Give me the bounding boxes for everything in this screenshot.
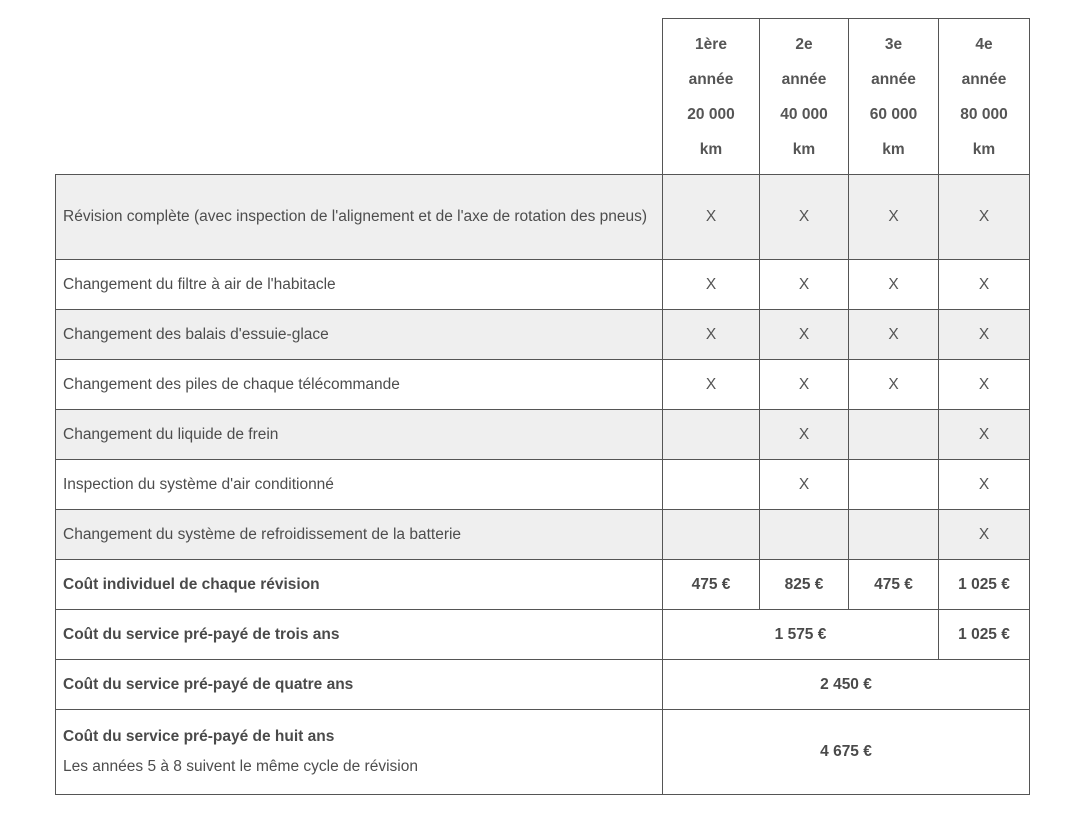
cost-value-years-1-3: 1 575 €	[663, 610, 939, 660]
cost-label: Coût du service pré-payé de trois ans	[56, 610, 663, 660]
cost-value-year-3: 475 €	[849, 560, 939, 610]
task-mark-year-4: X	[939, 460, 1030, 510]
task-mark-year-1	[663, 410, 760, 460]
cost-value-four-years: 2 450 €	[663, 660, 1030, 710]
task-label: Révision complète (avec inspection de l'alignement et de l'axe de rotation des pneus)	[56, 175, 663, 260]
task-mark-year-2: X	[760, 175, 849, 260]
task-row-cabin-air-filter	[56, 260, 1030, 310]
task-mark-year-3: X	[849, 175, 939, 260]
header-year-2: 2e année 40 000 km	[760, 19, 849, 175]
task-label: Changement du système de refroidissement de la batterie	[56, 510, 663, 560]
task-mark-year-4: X	[939, 260, 1030, 310]
cost-label-cell	[56, 710, 663, 795]
cost-label: Coût du service pré-payé de quatre ans	[56, 660, 663, 710]
header-corner	[56, 19, 663, 175]
header-row	[56, 19, 1030, 175]
task-mark-year-1	[663, 460, 760, 510]
task-label: Inspection du système d'air conditionné	[56, 460, 663, 510]
task-mark-year-2	[760, 510, 849, 560]
cost-row-four-years	[56, 660, 1030, 710]
cost-value-year-4: 1 025 €	[939, 560, 1030, 610]
cost-value-year-2: 825 €	[760, 560, 849, 610]
cost-row-individual	[56, 560, 1030, 610]
task-label: Changement du liquide de frein	[56, 410, 663, 460]
task-mark-year-1: X	[663, 260, 760, 310]
task-row-remote-batteries	[56, 360, 1030, 410]
task-mark-year-4: X	[939, 410, 1030, 460]
header-year-4: 4e année 80 000 km	[939, 19, 1030, 175]
cost-value-year-4: 1 025 €	[939, 610, 1030, 660]
task-mark-year-4: X	[939, 310, 1030, 360]
task-mark-year-3: X	[849, 310, 939, 360]
task-mark-year-2: X	[760, 410, 849, 460]
cost-row-eight-years	[56, 710, 1030, 795]
task-row-brake-fluid	[56, 410, 1030, 460]
cost-note: Les années 5 à 8 suivent le même cycle de révision	[63, 758, 418, 775]
task-mark-year-2: X	[760, 310, 849, 360]
cost-value-year-1: 475 €	[663, 560, 760, 610]
task-mark-year-1	[663, 510, 760, 560]
header-year-3: 3e année 60 000 km	[849, 19, 939, 175]
task-label: Changement du filtre à air de l'habitacle	[56, 260, 663, 310]
header-year-1: 1ère année 20 000 km	[663, 19, 760, 175]
task-row-air-conditioning	[56, 460, 1030, 510]
task-label: Changement des balais d'essuie-glace	[56, 310, 663, 360]
task-mark-year-1: X	[663, 310, 760, 360]
task-row-battery-cooling	[56, 510, 1030, 560]
maintenance-schedule-table	[55, 18, 1030, 795]
task-label: Changement des piles de chaque télécommande	[56, 360, 663, 410]
cost-row-three-years	[56, 610, 1030, 660]
cost-value-eight-years: 4 675 €	[663, 710, 1030, 795]
cost-label: Coût du service pré-payé de huit ans	[63, 728, 335, 745]
task-mark-year-2: X	[760, 460, 849, 510]
task-mark-year-4: X	[939, 510, 1030, 560]
task-mark-year-2: X	[760, 260, 849, 310]
cost-label: Coût individuel de chaque révision	[56, 560, 663, 610]
task-mark-year-1: X	[663, 175, 760, 260]
task-mark-year-3: X	[849, 260, 939, 310]
task-mark-year-1: X	[663, 360, 760, 410]
task-mark-year-4: X	[939, 175, 1030, 260]
task-mark-year-3	[849, 510, 939, 560]
task-mark-year-2: X	[760, 360, 849, 410]
task-mark-year-3: X	[849, 360, 939, 410]
task-row-wiper-blades	[56, 310, 1030, 360]
task-mark-year-3	[849, 410, 939, 460]
task-mark-year-3	[849, 460, 939, 510]
task-mark-year-4: X	[939, 360, 1030, 410]
task-row-full-revision	[56, 175, 1030, 260]
